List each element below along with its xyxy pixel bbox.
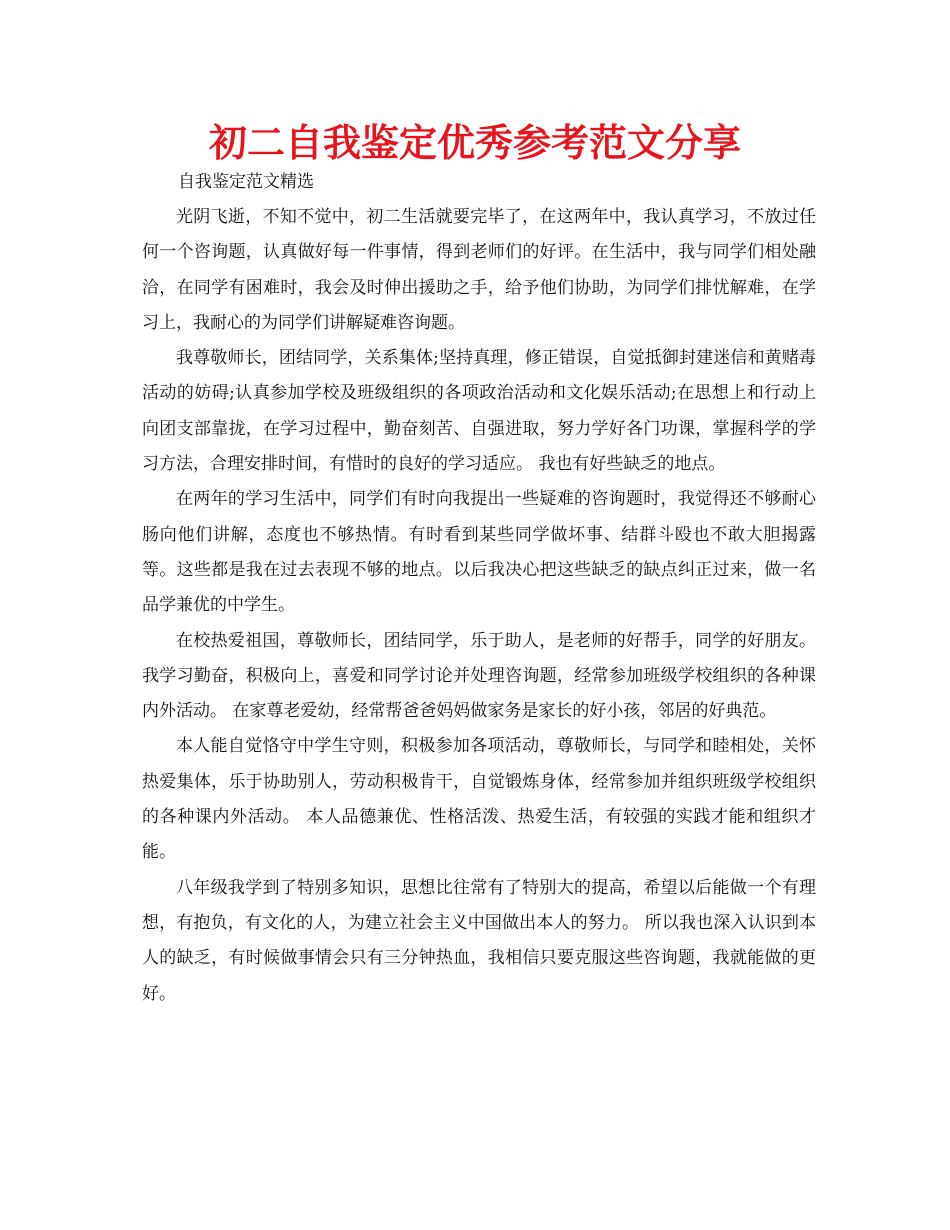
paragraph: 在校热爱祖国，尊敬师长，团结同学，乐于助人，是老师的好帮手，同学的好朋友。我学习勤奋，积极向上，喜爱和同学讨论并处理咨询题，经常参加班级学校组织的各种课内外活动。 在家尊老爱幼，经常帮爸爸妈妈做家务是家长的好小孩，邻居的好典范。 [142, 630, 816, 722]
paragraph: 光阴飞逝，不知不觉中，初二生活就要完毕了，在这两年中，我认真学习，不放过任何一个咨询题，认真做好每一件事情，得到老师们的好评。在生活中，我与同学们相处融洽，在同学有困难时，我会及时伸出援助之手，给予他们协助，为同学们排忧解难，在学习上，我耐心的为同学们讲解疑难咨询题。 [142, 207, 816, 333]
paragraph: 八年级我学到了特别多知识，思想比往常有了特别大的提高，希望以后能做一个有理想，有抱负，有文化的人，为建立社会主义中国做出本人的努力。 所以我也深入认识到本人的缺乏，有时候做事情会只有三分钟热血，我相信只要克服这些咨询题，我就能做的更好。 [142, 877, 816, 1004]
document-subtitle: 自我鉴定范文精选 [178, 172, 314, 192]
document-body [142, 200, 816, 1012]
paragraph: 我尊敬师长，团结同学，关系集体;坚持真理，修正错误，自觉抵御封建迷信和黄赌毒活动的妨碍;认真参加学校及班级组织的各项政治活动和文化娱乐活动;在思想上和行动上向团支部靠拢，在学习过程中，勤奋刻苦、自强进取，努力学好各门功课，掌握科学的学习方法，合理安排时间，有惜时的良好的学习适应。 我也有好些缺乏的地点。 [142, 348, 816, 475]
page-title: 初二自我鉴定优秀参考范文分享 [208, 121, 741, 165]
paragraph: 本人能自觉恪守中学生守则，积极参加各项活动，尊敬师长，与同学和睦相处，关怀热爱集体，乐于协助别人，劳动积极肯干，自觉锻炼身体，经常参加并组织班级学校组织的各种课内外活动。 本人品德兼优、性格活泼、热爱生活，有较强的实践才能和组织才能。 [142, 736, 816, 863]
paragraph: 在两年的学习生活中，同学们有时向我提出一些疑难的咨询题时，我觉得还不够耐心肠向他们讲解，态度也不够热情。有时看到某些同学做坏事、结群斗殴也不敢大胆揭露等。这些都是我在过去表现不够的地点。以后我决心把这些缺乏的缺点纠正过来，做一名品学兼优的中学生。 [142, 489, 816, 616]
